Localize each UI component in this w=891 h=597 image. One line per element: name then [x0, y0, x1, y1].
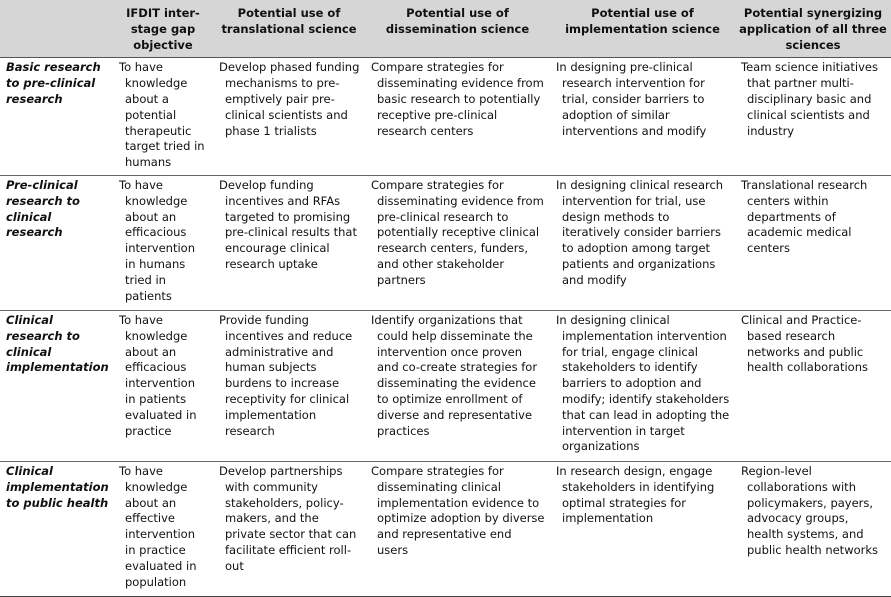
row-synergy: Region-level collaborations with policymakers, payers, advocacy groups, health systems, and public health networks — [735, 461, 891, 596]
table-row — [0, 310, 891, 461]
header-synergy: Potential synergizing application of all three sciences — [735, 0, 891, 58]
header-objective: IFDIT inter-stage gap objective — [113, 0, 213, 58]
row-stage — [0, 58, 113, 176]
row-stage — [0, 310, 113, 461]
table-row — [0, 175, 891, 310]
header-implementation: Potential use of implementation science — [550, 0, 735, 58]
table-body — [0, 58, 891, 597]
row-objective: To have knowledge about an effective intervention in practice evaluated in population — [113, 461, 213, 596]
row-stage-text: Basic research to pre-clinical research — [6, 60, 101, 106]
row-objective: To have knowledge about an efficacious intervention in patients evaluated in practice — [113, 310, 213, 461]
row-stage — [0, 461, 113, 596]
header-row — [0, 0, 891, 58]
row-dissemination: Compare strategies for disseminating clinical implementation evidence to optimize adoption by diverse and representative end users — [365, 461, 550, 596]
table-row — [0, 461, 891, 596]
row-synergy: Clinical and Practice-based research networks and public health collaborations — [735, 310, 891, 461]
row-translational: Develop funding incentives and RFAs targeted to promising pre-clinical results that encourage clinical research uptake — [213, 175, 365, 310]
row-dissemination: Identify organizations that could help disseminate the intervention once proven and co-create strategies for disseminating the evidence to optimize enrollment of diverse and representative practices — [365, 310, 550, 461]
row-implementation: In designing pre-clinical research intervention for trial, consider barriers to adoption of similar interventions and modify — [550, 58, 735, 176]
row-dissemination: Compare strategies for disseminating evidence from pre-clinical research to potentially receptive clinical research centers, funders, and other stakeholder partners — [365, 175, 550, 310]
row-translational: Provide funding incentives and reduce administrative and human subjects burdens to increase receptivity for clinical implementation research — [213, 310, 365, 461]
row-implementation: In research design, engage stakeholders in identifying optimal strategies for implementation — [550, 461, 735, 596]
row-stage-text: Clinical research to clinical implementation — [6, 312, 109, 375]
header-stage — [0, 0, 113, 58]
header-translational: Potential use of translational science — [213, 0, 365, 58]
row-implementation: In designing clinical research intervention for trial, use design methods to iteratively consider barriers to adoption among target patients and organizations and modify — [550, 175, 735, 310]
row-objective: To have knowledge about an efficacious intervention in humans tried in patients — [113, 175, 213, 310]
row-synergy: Translational research centers within departments of academic medical centers — [735, 175, 891, 310]
row-translational: Develop partnerships with community stakeholders, policy-makers, and the private sector that can facilitate efficient roll-out — [213, 461, 365, 596]
row-stage-text: Clinical implementation to public health — [6, 463, 109, 510]
row-implementation: In designing clinical implementation intervention for trial, engage clinical stakeholders to identify barriers to adoption and modify; identify stakeholders that can lead in adopting the intervention in target organizations — [550, 310, 735, 461]
row-synergy: Team science initiatives that partner multi-disciplinary basic and clinical scientists and industry — [735, 58, 891, 176]
row-dissemination: Compare strategies for disseminating evidence from basic research to potentially receptive pre-clinical research centers — [365, 58, 550, 176]
row-stage-text: Pre-clinical research to clinical research — [6, 177, 80, 240]
row-objective: To have knowledge about a potential therapeutic target tried in humans — [113, 58, 213, 176]
header-dissemination: Potential use of dissemination science — [365, 0, 550, 58]
table-row — [0, 58, 891, 176]
table-header — [0, 0, 891, 58]
row-translational: Develop phased funding mechanisms to pre-emptively pair pre-clinical scientists and phase 1 trialists — [213, 58, 365, 176]
row-stage — [0, 175, 113, 310]
